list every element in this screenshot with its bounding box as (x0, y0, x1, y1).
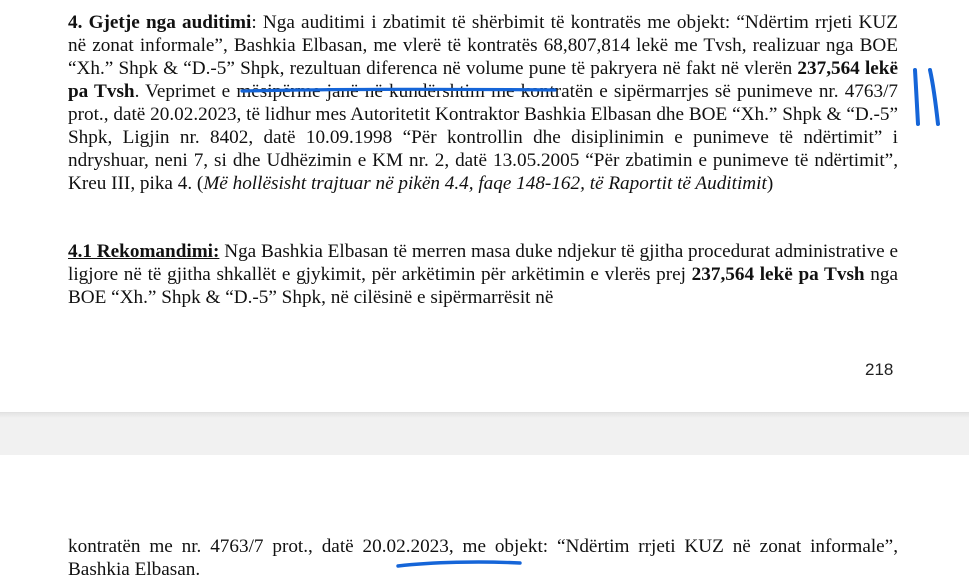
finding-text-part-4: ) (766, 173, 774, 194)
page-separator (0, 412, 969, 456)
page-separator-shadow (0, 412, 969, 418)
page-number: 218 (865, 360, 894, 379)
recommendation-paragraph (68, 240, 898, 309)
finding-paragraph (68, 11, 898, 195)
recommendation-amount: 237,564 lekë pa Tvsh (691, 264, 865, 285)
continuation-text: kontratën me nr. 4763/7 prot., datë 20.02.2023, me objekt: “Ndërtim rrjeti KUZ në zonat informale”, Bashkia Elbasan. (68, 536, 898, 580)
finding-text-part-3: . Veprimet e mësipërme janë në kundërshtim me kontratën e sipërmarrjes së punimeve nr. 4763/7 prot., datë 20.02.2023, të lidhur mes Autoritetit Kontraktor Bashkia Elbasan dhe BOE “Xh.” Shpk & “D.-5” Shpk, Ligjin nr. 8402, datë 10.09.1998 “Për kontrollin dhe disiplinimin e punimeve të ndërtimit” i ndryshuar, neni 7, si dhe Udhëzimin e KM nr. 2, datë 13.05.2005 “Për zbatimin e punimeve të ndërtimit”, Kreu III, pika 4. ( (68, 81, 898, 194)
finding-text-part-1: : Nga auditimi i zbatimit të shërbimit të kontratës me objekt: “Ndërtim rrjeti KUZ në zonat informale”, Bashkia Elbasan, me vlerë të kontratës 68,807,814 lekë me Tvsh, realizuar nga (68, 12, 898, 56)
recommendation-text-part-1: Nga Bashkia Elbasan të merren masa duke ndjekur të gjitha procedurat administrative e ligjore në të gjitha shkallët e gjykimit, për arkëtimin për arkëtimin e vlerës prej (68, 241, 898, 285)
finding-amount: 237,564 lekë pa Tvsh (68, 58, 898, 102)
recommendation-text-part-2: nga BOE “Xh.” Shpk & “D.-5” Shpk, në cilësinë e sipërmarrësit në (68, 264, 898, 308)
finding-reference: Më hollësisht trajtuar në pikën 4.4, faqe 148-162, të Raportit të Auditimit (203, 173, 767, 194)
underlined-company-name: BOE “Xh.” Shpk & “D.-5” Shpk (68, 35, 898, 79)
finding-heading: 4. Gjetje nga auditimi (68, 12, 252, 33)
continuation-paragraph (68, 535, 898, 581)
finding-text-part-2: , rezultuan diferenca në volume pune të pakryera në fakt në vlerën (279, 58, 798, 79)
recommendation-heading: 4.1 Rekomandimi: (68, 241, 220, 262)
